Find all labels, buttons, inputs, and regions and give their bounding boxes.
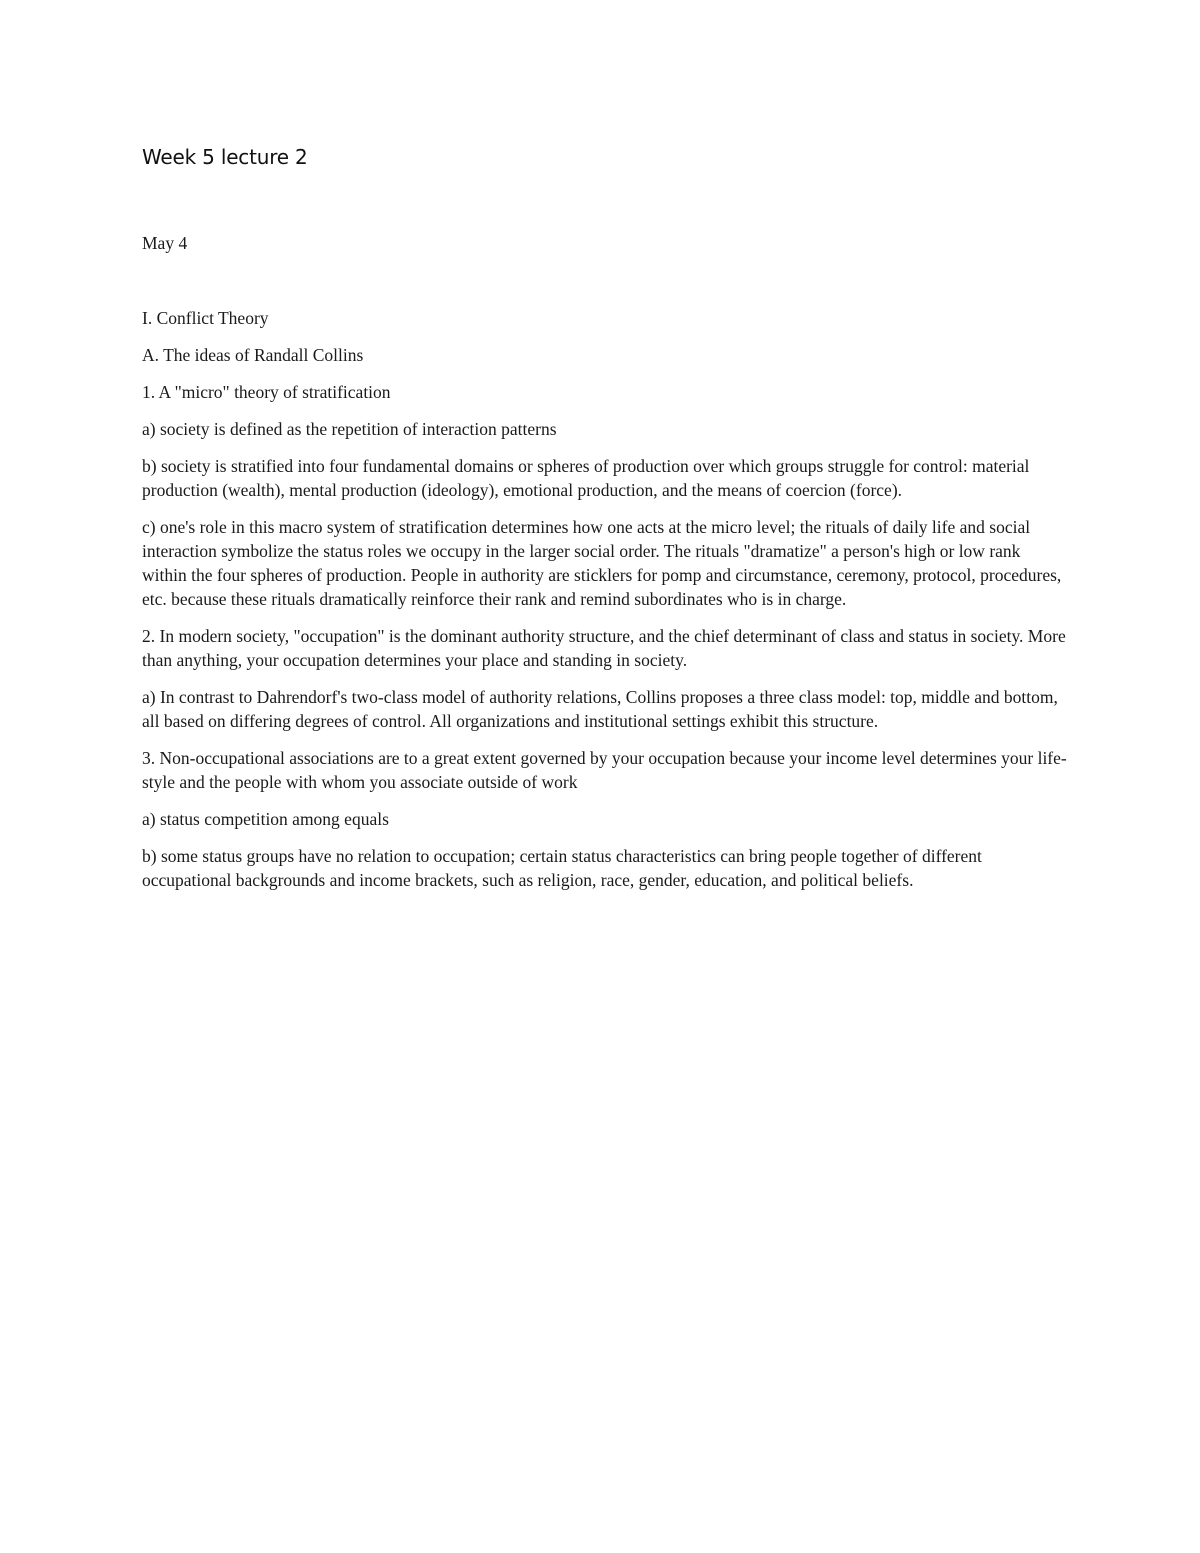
point-non-occupational-associations: 3. Non-occupational associations are to a great extent governed by your occupation because your income level determines your life-style and the people with whom you associate outside of work [142,748,1067,792]
point-occupation: 2. In modern society, "occupation" is the dominant authority structure, and the chief determinant of class and status in society. More than anything, your occupation determines your place and standing in society. [142,626,1066,670]
subpoint-b-status-groups: b) some status groups have no relation to occupation; certain status characteristics can bring people together of different occupational backgrounds and income brackets, such as religion, race, gender, education, and political beliefs. [142,846,982,890]
subpoint-a-status-competition: a) status competition among equals [142,809,389,829]
document-title: Week 5 lecture 2 [142,145,308,169]
subpoint-a-three-class-model: a) In contrast to Dahrendorf's two-class model of authority relations, Collins proposes a three class model: top, middle and bottom, all based on differing degrees of control. All organizations and institutional settings exhibit this structure. [142,687,1058,731]
point-micro-theory: 1. A "micro" theory of stratification [142,382,391,402]
document-date: May 4 [142,233,188,253]
subheading-randall-collins: A. The ideas of Randall Collins [142,345,364,365]
subpoint-a-interaction-patterns: a) society is defined as the repetition of interaction patterns [142,419,557,439]
subpoint-c-rituals: c) one's role in this macro system of stratification determines how one acts at the micro level; the rituals of daily life and social interaction symbolize the status roles we occupy in the larger social order. The rituals "dramatize" a person's high or low rank within the four spheres of production. People in authority are sticklers for pomp and circumstance, ceremony, protocol, procedures, etc. because these rituals dramatically reinforce their rank and remind subordinates who is in charge. [142,517,1062,609]
document-body [142,143,1067,905]
heading-conflict-theory: I. Conflict Theory [142,308,269,328]
subpoint-b-four-domains: b) society is stratified into four fundamental domains or spheres of production over which groups struggle for control: material production (wealth), mental production (ideology), emotional production, and the means of coercion (force). [142,456,1030,500]
